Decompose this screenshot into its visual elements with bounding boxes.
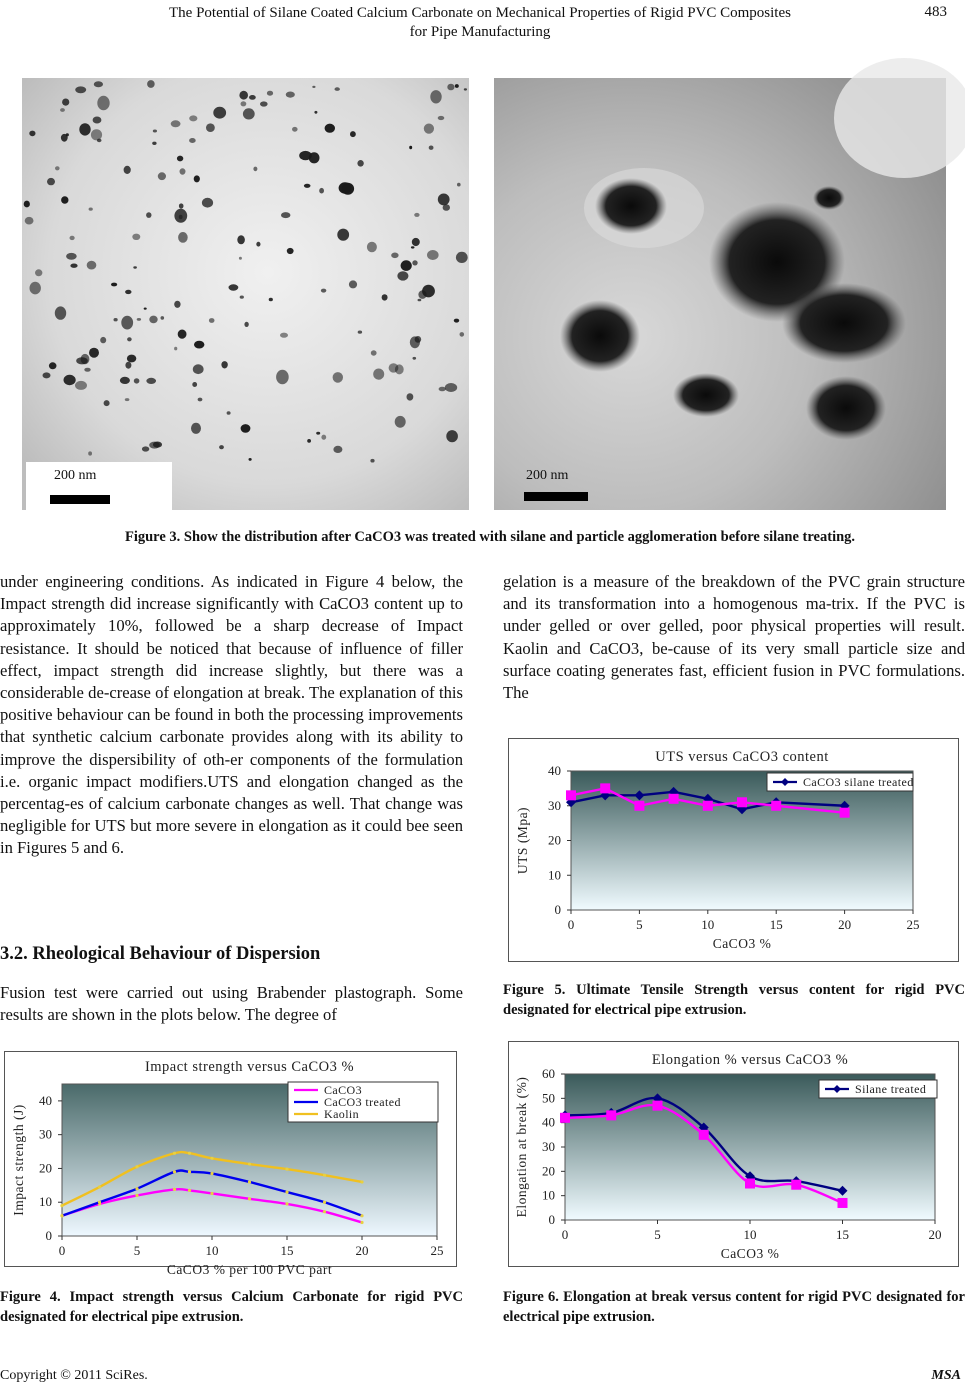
y-tick-label: 40 (548, 763, 561, 778)
data-point (210, 1172, 213, 1175)
particle (409, 146, 412, 149)
particle (292, 127, 298, 132)
particle (202, 198, 213, 208)
particle (47, 178, 55, 185)
scale-label-left: 200 nm (54, 468, 97, 483)
data-point (135, 1194, 138, 1197)
particle (244, 322, 248, 327)
particle (429, 146, 434, 150)
micrograph-right-image (494, 78, 946, 510)
y-tick-label: 10 (39, 1194, 52, 1210)
particle (439, 387, 446, 392)
particle (158, 172, 166, 180)
particle (81, 354, 90, 364)
data-point (285, 1190, 288, 1193)
particle (410, 336, 420, 348)
data-point (135, 1187, 138, 1190)
particle (127, 337, 132, 341)
particle (460, 332, 465, 337)
data-point (737, 797, 747, 807)
legend-label: CaCO3 (324, 1083, 362, 1097)
particle (178, 232, 188, 243)
particle (146, 378, 156, 384)
particle (174, 301, 180, 308)
particle (321, 289, 326, 293)
particle (370, 459, 374, 463)
particle (321, 435, 326, 440)
particle (189, 115, 197, 121)
particle (438, 194, 450, 206)
particle (62, 99, 69, 106)
particle (134, 378, 140, 383)
particle (267, 91, 273, 96)
particle (325, 124, 335, 133)
plot-area (571, 771, 913, 910)
data-point (606, 1110, 616, 1120)
micrograph-left-image (22, 78, 469, 510)
particle (30, 282, 41, 295)
particle (91, 129, 102, 140)
particle (249, 95, 256, 100)
particle (456, 252, 468, 263)
particle (161, 316, 165, 320)
particle (192, 382, 197, 387)
y-tick-label: 30 (548, 797, 561, 813)
data-point (600, 783, 610, 793)
particle (189, 138, 196, 143)
particle (144, 308, 147, 310)
particle (35, 269, 42, 276)
data-point (699, 1130, 709, 1140)
x-tick-label: 25 (430, 1243, 444, 1258)
particle (221, 361, 227, 368)
y-axis-label: Elongation at break (%) (514, 1076, 529, 1218)
particle (147, 80, 155, 88)
particle (120, 377, 130, 384)
particle (94, 81, 103, 87)
x-axis-label: CaCO3 % (712, 936, 772, 951)
particle (286, 92, 295, 98)
data-point (173, 1188, 176, 1191)
particle (194, 341, 204, 349)
data-point (791, 1180, 801, 1190)
particle (243, 108, 255, 119)
x-tick-label: 20 (838, 917, 852, 932)
particle (413, 357, 417, 360)
particle (239, 257, 242, 260)
x-tick-label: 5 (636, 917, 643, 932)
particle (49, 362, 57, 369)
particle (152, 142, 156, 145)
data-point (360, 1221, 363, 1224)
particle (427, 250, 439, 260)
scale-label-right: 200 nm (526, 468, 569, 483)
particle (178, 330, 187, 339)
y-tick-label: 40 (542, 1114, 555, 1130)
figure6-chart (508, 1041, 959, 1267)
y-tick-label: 10 (548, 867, 561, 883)
particle (241, 424, 251, 433)
particle (367, 242, 377, 253)
particle (316, 432, 320, 435)
particle (446, 430, 458, 442)
particle (60, 108, 65, 112)
particle (314, 111, 317, 114)
micrograph-left (22, 78, 469, 510)
particle (25, 217, 34, 225)
particle (319, 188, 324, 194)
particle (55, 166, 60, 170)
particle (333, 446, 342, 453)
figure6-caption: Figure 6. Elongation at break versus content for rigid PVC designated for electrical pipe extrusion. (503, 1289, 965, 1325)
data-point (135, 1165, 138, 1168)
y-tick-label: 20 (548, 832, 561, 848)
data-point (248, 1162, 251, 1165)
particle (335, 87, 340, 91)
data-point (560, 1113, 570, 1123)
particle (260, 101, 268, 106)
particle (280, 333, 288, 338)
particle (357, 160, 363, 167)
data-point (838, 1198, 848, 1208)
x-axis-label: CaCO3 % (720, 1246, 780, 1261)
legend-label: Silane treated (855, 1082, 927, 1096)
particle (79, 123, 90, 135)
particle (75, 381, 87, 390)
particle (350, 131, 356, 137)
particle (418, 290, 426, 299)
x-tick-label: 25 (906, 917, 920, 932)
scale-bar-right-line (524, 492, 588, 501)
particle (227, 411, 231, 415)
data-point (60, 1214, 63, 1217)
particle (358, 331, 362, 334)
particle (121, 316, 133, 330)
x-axis-label: CaCO3 % per 100 PVC part (166, 1262, 333, 1277)
particle (229, 284, 239, 290)
elongation-chart (509, 1042, 960, 1268)
particle (146, 212, 151, 218)
particle (371, 350, 377, 355)
scale-bar-left (26, 462, 172, 510)
particle (411, 246, 415, 248)
y-axis-label: Impact strength (J) (11, 1104, 26, 1216)
particle (287, 248, 294, 254)
particle (194, 175, 200, 182)
particle (213, 107, 226, 119)
particle (219, 445, 224, 449)
x-tick-label: 15 (280, 1243, 294, 1258)
particle (132, 234, 140, 240)
uts-chart (509, 739, 960, 963)
data-point (360, 1214, 363, 1217)
particle (70, 264, 77, 268)
particle (412, 238, 420, 246)
particle (209, 318, 215, 323)
particle (88, 451, 92, 455)
particle (127, 355, 136, 363)
x-tick-label: 10 (701, 917, 715, 932)
particle (373, 369, 384, 380)
y-tick-label: 0 (45, 1228, 52, 1243)
page-number: 483 (924, 4, 947, 20)
figure5-chart (508, 738, 959, 962)
micrograph-right (494, 78, 946, 510)
data-point (566, 790, 576, 800)
particle (333, 372, 343, 383)
x-tick-label: 5 (654, 1227, 661, 1242)
particle (124, 166, 131, 174)
particle (299, 151, 312, 160)
particle (75, 86, 86, 93)
particle (61, 196, 68, 203)
particle (153, 130, 157, 133)
impact-strength-chart (5, 1052, 458, 1277)
y-tick-label: 0 (554, 902, 561, 917)
particle (407, 393, 414, 400)
x-tick-label: 10 (743, 1227, 757, 1242)
running-head-line2: for Pipe Manufacturing (409, 24, 551, 40)
particle (142, 446, 149, 451)
y-axis-label: UTS (Mpa) (515, 806, 530, 875)
particle (191, 423, 201, 434)
particle (445, 383, 457, 392)
data-point (840, 808, 850, 818)
particle (70, 236, 75, 240)
particle (87, 261, 97, 270)
particle (84, 368, 90, 372)
particle (29, 131, 35, 137)
particle (239, 91, 248, 100)
footer-journal: MSA (931, 1368, 961, 1383)
particle (125, 362, 131, 369)
particle (193, 364, 204, 374)
y-tick-label: 20 (39, 1160, 52, 1176)
y-tick-label: 20 (542, 1163, 555, 1179)
data-point (323, 1174, 326, 1177)
particle (281, 212, 290, 218)
particle (66, 253, 77, 260)
particle (180, 168, 186, 174)
data-point (634, 801, 644, 811)
particle (125, 398, 130, 401)
particle (100, 337, 106, 343)
x-tick-label: 15 (836, 1227, 849, 1242)
particle (339, 182, 352, 193)
particle (312, 86, 315, 88)
particle (24, 201, 30, 208)
particle (457, 183, 461, 187)
particle (240, 296, 244, 299)
running-head-line1: The Potential of Silane Coated Calcium Carbonate on Mechanical Properties of Rigid PVC Composites (169, 5, 791, 21)
data-point (285, 1168, 288, 1171)
particle (66, 133, 69, 136)
particle (174, 209, 187, 223)
data-point (210, 1157, 213, 1160)
running-head (100, 4, 860, 42)
particle (249, 458, 252, 461)
y-tick-label: 10 (542, 1187, 555, 1203)
x-tick-label: 0 (567, 917, 575, 932)
scale-bar-left-line (50, 495, 110, 504)
legend-label: CaCO3 silane treated (803, 775, 914, 789)
particle (412, 260, 417, 265)
data-point (248, 1180, 251, 1183)
particle (149, 442, 160, 449)
particle (93, 117, 102, 124)
data-point (188, 1189, 191, 1192)
legend-label: Kaolin (324, 1107, 360, 1121)
data-point (771, 801, 781, 811)
data-point (98, 1185, 101, 1188)
particle (198, 398, 203, 402)
y-tick-label: 40 (39, 1092, 52, 1108)
legend-label: CaCO3 treated (324, 1095, 401, 1109)
data-point (188, 1170, 191, 1173)
right-paragraph: gelation is a measure of the breakdown of the PVC grain structure and its transformation into a homogenous ma-trix. If the PVC is under gelled or over gelled, poor physical properties will result. Kaolin and CaCO3, be-cause of its very small particle size and surface coating generates fast, efficient fusion in PVC formulations. The (503, 572, 965, 703)
chart-title: UTS versus CaCO3 content (655, 749, 829, 765)
particle (237, 235, 245, 244)
particle (206, 123, 215, 132)
particle (464, 88, 467, 90)
figure4-caption: Figure 4. Impact strength versus Calcium Carbonate for rigid PVC designated for electrical pipe extrusion. (0, 1289, 463, 1325)
particle (149, 316, 157, 324)
y-tick-label: 30 (39, 1126, 52, 1142)
particle (349, 280, 357, 288)
particle (307, 439, 311, 443)
x-tick-label: 0 (58, 1243, 66, 1258)
particle (137, 318, 141, 321)
data-point (653, 1101, 663, 1111)
data-point (285, 1202, 288, 1205)
x-tick-label: 20 (355, 1243, 369, 1258)
scale-bar-right (520, 468, 600, 508)
y-tick-label: 60 (542, 1066, 555, 1081)
particle (64, 375, 76, 385)
particle (304, 184, 311, 188)
particle (414, 213, 419, 217)
particle (397, 271, 408, 280)
data-point (188, 1152, 191, 1155)
data-point (98, 1201, 101, 1204)
figure3-caption: Figure 3. Show the distribution after CaCO3 was treated with silane and particle agglomeration before silane treating. (124, 529, 856, 545)
particle (253, 167, 257, 172)
left-paragraph-2: Fusion test were carried out using Brabender plastograph. Some results are shown in the plots below. The degree of (0, 983, 463, 1025)
particle (133, 266, 137, 268)
data-point (360, 1180, 363, 1183)
data-point (210, 1192, 213, 1195)
x-tick-label: 5 (133, 1243, 141, 1258)
particle (424, 124, 434, 134)
chart-title: Impact strength versus CaCO3 % (144, 1059, 355, 1075)
footer-copyright: Copyright © 2011 SciRes. (0, 1368, 148, 1383)
particle (256, 242, 260, 247)
particle (269, 298, 273, 302)
data-point (173, 1170, 176, 1173)
particle (171, 120, 181, 127)
x-tick-label: 15 (769, 917, 783, 932)
particle (418, 299, 422, 302)
particle (438, 116, 445, 120)
particle (179, 203, 184, 208)
data-point (60, 1204, 63, 1207)
particle (177, 156, 183, 162)
section-heading: 3.2. Rheological Behaviour of Dispersion (0, 944, 321, 964)
particle (89, 348, 99, 358)
particle (104, 400, 110, 406)
y-tick-label: 0 (548, 1212, 555, 1227)
data-point (323, 1201, 326, 1204)
particle (447, 84, 454, 91)
y-tick-label: 30 (542, 1139, 555, 1154)
particle (391, 253, 398, 259)
data-point (703, 801, 713, 811)
data-point (323, 1210, 326, 1213)
particle (114, 318, 118, 321)
particle (455, 84, 459, 88)
particle (97, 96, 109, 111)
chart-title: Elongation % versus CaCO3 % (651, 1052, 849, 1068)
particle (174, 347, 177, 351)
particle (382, 294, 388, 300)
left-paragraph: under engineering conditions. As indicated in Figure 4 below, the Impact strength did increase significantly with CaCO3 content up to approximately 10%, followed be a sharp decrease of Impact resistance. It should be noticed that because of influence of filler effect, impact strength did increase slightly, but there was a considerable de-crease of elongation at break. The explanation of this positive behaviour can be found in both the processing improvements that synthetic calcium carbonate provides along with its ability to improve the dispersibility of oth-er components of the formulation i.e. organic impact modifiers.UTS and elongation changed as the percentag-es of calcium carbonate changes as well. That change was negligible for UTS but more severe in elongation as it could bee seen in Figures 5 and 6. (0, 572, 463, 858)
particle (401, 260, 412, 271)
x-tick-label: 0 (561, 1227, 569, 1242)
y-tick-label: 50 (542, 1090, 555, 1106)
data-point (248, 1197, 251, 1200)
x-tick-label: 20 (928, 1227, 942, 1242)
particle (389, 363, 399, 372)
particle (125, 290, 131, 294)
figure4-chart (4, 1051, 457, 1277)
particle (337, 229, 349, 241)
particle (89, 208, 93, 211)
x-tick-label: 10 (205, 1243, 219, 1258)
particle (395, 416, 406, 428)
particle (454, 319, 459, 323)
data-point (745, 1179, 755, 1189)
particle (55, 306, 66, 319)
particle (241, 101, 247, 106)
particle (430, 90, 441, 103)
figure5-caption: Figure 5. Ultimate Tensile Strength versus content for rigid PVC designated for electrical pipe extrusion. (503, 982, 965, 1018)
particle (43, 372, 51, 378)
particle (111, 283, 117, 287)
data-point (173, 1152, 176, 1155)
particle (276, 370, 289, 384)
data-point (669, 794, 679, 804)
